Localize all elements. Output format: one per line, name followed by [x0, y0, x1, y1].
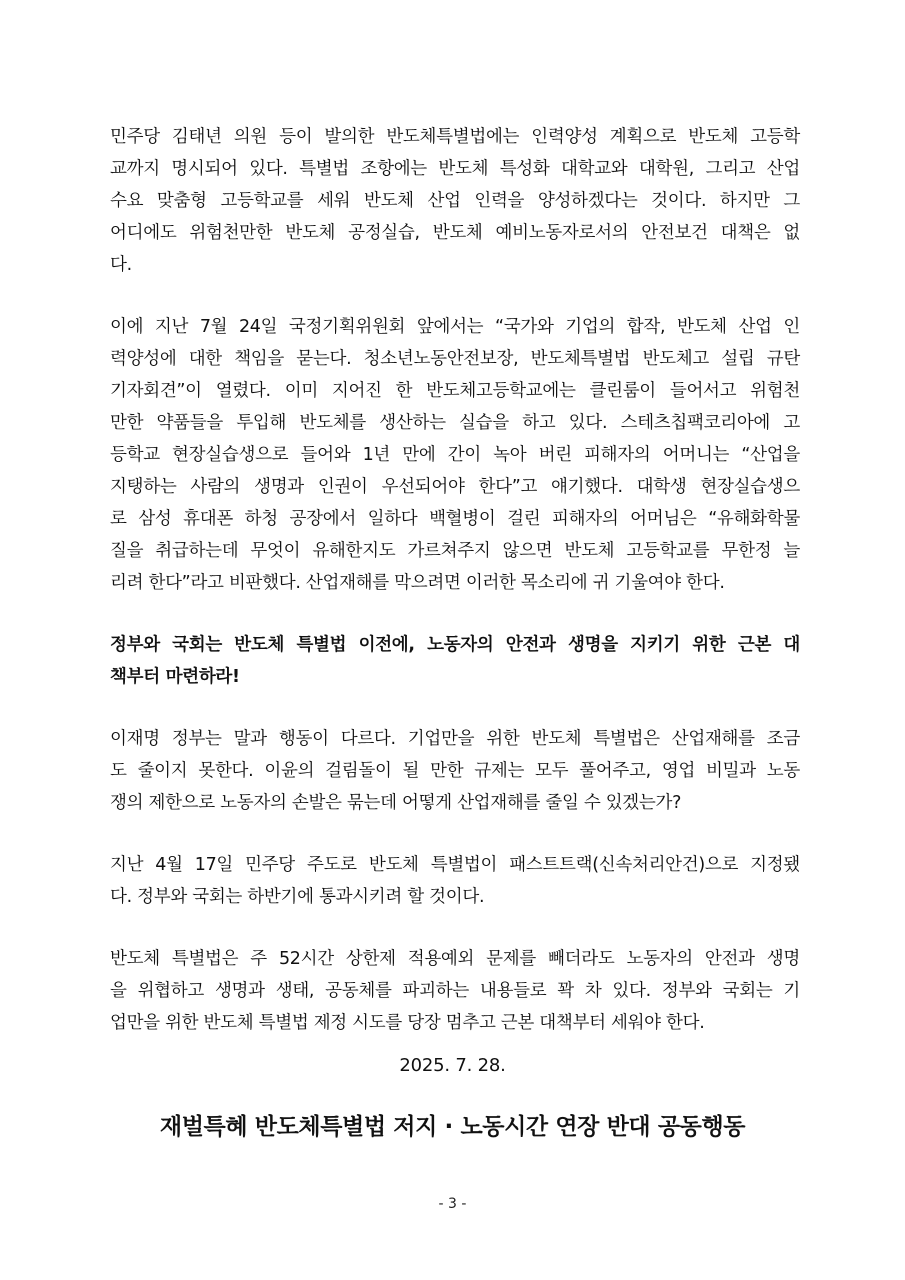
paragraph-2-line-1: 이에 지난 7월 24일 국정기획위원회 앞에서는 “국가와 기업의 합작, 반도체 산업 인: [110, 317, 800, 337]
paragraph-1-line-2: 교까지 명시되어 있다. 특별법 조항에는 반도체 특성화 대학교와 대학원, 그리고 산업: [110, 159, 800, 179]
paragraph-2-line-3: 기자회견”이 열렸다. 이미 지어진 한 반도체고등학교에는 클린룸이 들어서고 위험천: [110, 381, 800, 401]
paragraph-6-line-1: 반도체 특별법은 주 52시간 상한제 적용예외 문제를 빼더라도 노동자의 안전과 생명: [110, 949, 800, 969]
paragraph-6-line-3: 업만을 위한 반도체 특별법 제정 시도를 당장 멈추고 근본 대책부터 세워야 한다.: [110, 1013, 705, 1033]
paragraph-2-line-9: 리려 한다”라고 비판했다. 산업재해를 막으려면 이러한 목소리에 귀 기울여야 한다.: [110, 573, 725, 593]
paragraph-4-line-3: 쟁의 제한으로 노동자의 손발은 묶는데 어떻게 산업재해를 줄일 수 있겠는가?: [110, 793, 682, 813]
section-heading-line-1: 정부와 국회는 반도체 특별법 이전에, 노동자의 안전과 생명을 지키기 위한 근본 대: [110, 635, 800, 655]
document-date: 2025. 7. 28.: [399, 1055, 506, 1076]
paragraph-4-line-2: 도 줄이지 못한다. 이윤의 걸림돌이 될 만한 규제는 모두 풀어주고, 영업 비밀과 노동: [110, 761, 800, 781]
paragraph-2-line-2: 력양성에 대한 책임을 묻는다. 청소년노동안전보장, 반도체특별법 반도체고 설립 규탄: [110, 349, 800, 369]
paragraph-5-line-1: 지난 4월 17일 민주당 주도로 반도체 특별법이 패스트트랙(신속처리안건)으로 지정됐: [110, 855, 800, 875]
paragraph-2-line-8: 질을 취급하는데 무엇이 유해한지도 가르쳐주지 않으면 반도체 고등학교를 무한정 늘: [110, 541, 800, 561]
paragraph-6-line-2: 을 위협하고 생명과 생태, 공동체를 파괴하는 내용들로 꽉 차 있다. 정부와 국회는 기: [110, 981, 800, 1001]
paragraph-2-line-5: 등학교 현장실습생으로 들어와 1년 만에 간이 녹아 버린 피해자의 어머니는 “산업을: [110, 445, 800, 465]
paragraph-1-line-4: 어디에도 위험천만한 반도체 공정실습, 반도체 예비노동자로서의 안전보건 대책은 없: [110, 223, 800, 243]
paragraph-2-line-6: 지탱하는 사람의 생명과 인권이 우선되어야 한다”고 얘기했다. 대학생 현장실습생으: [110, 477, 800, 497]
paragraph-2-line-7: 로 삼성 휴대폰 하청 공장에서 일하다 백혈병이 걸린 피해자의 어머님은 “유해화학물: [110, 509, 800, 529]
paragraph-1-line-1: 민주당 김태년 의원 등이 발의한 반도체특별법에는 인력양성 계획으로 반도체 고등학: [110, 127, 800, 147]
page-number: - 3 -: [438, 1196, 467, 1212]
paragraph-4-line-1: 이재명 정부는 말과 행동이 다르다. 기업만을 위한 반도체 특별법은 산업재해를 조금: [110, 729, 800, 749]
paragraph-5-line-2: 다. 정부와 국회는 하반기에 통과시키려 할 것이다.: [110, 887, 485, 907]
paragraph-1-line-3: 수요 맞춤형 고등학교를 세워 반도체 산업 인력을 양성하겠다는 것이다. 하지만 그: [110, 191, 800, 211]
paragraph-2-line-4: 만한 약품들을 투입해 반도체를 생산하는 실습을 하고 있다. 스테츠칩팩코리아에 고: [110, 413, 800, 433]
section-heading-line-2: 책부터 마련하라!: [110, 667, 240, 687]
paragraph-1-line-5: 다.: [110, 255, 132, 275]
organization-signature: 재벌특혜 반도체특별법 저지 · 노동시간 연장 반대 공동행동: [159, 1114, 746, 1140]
